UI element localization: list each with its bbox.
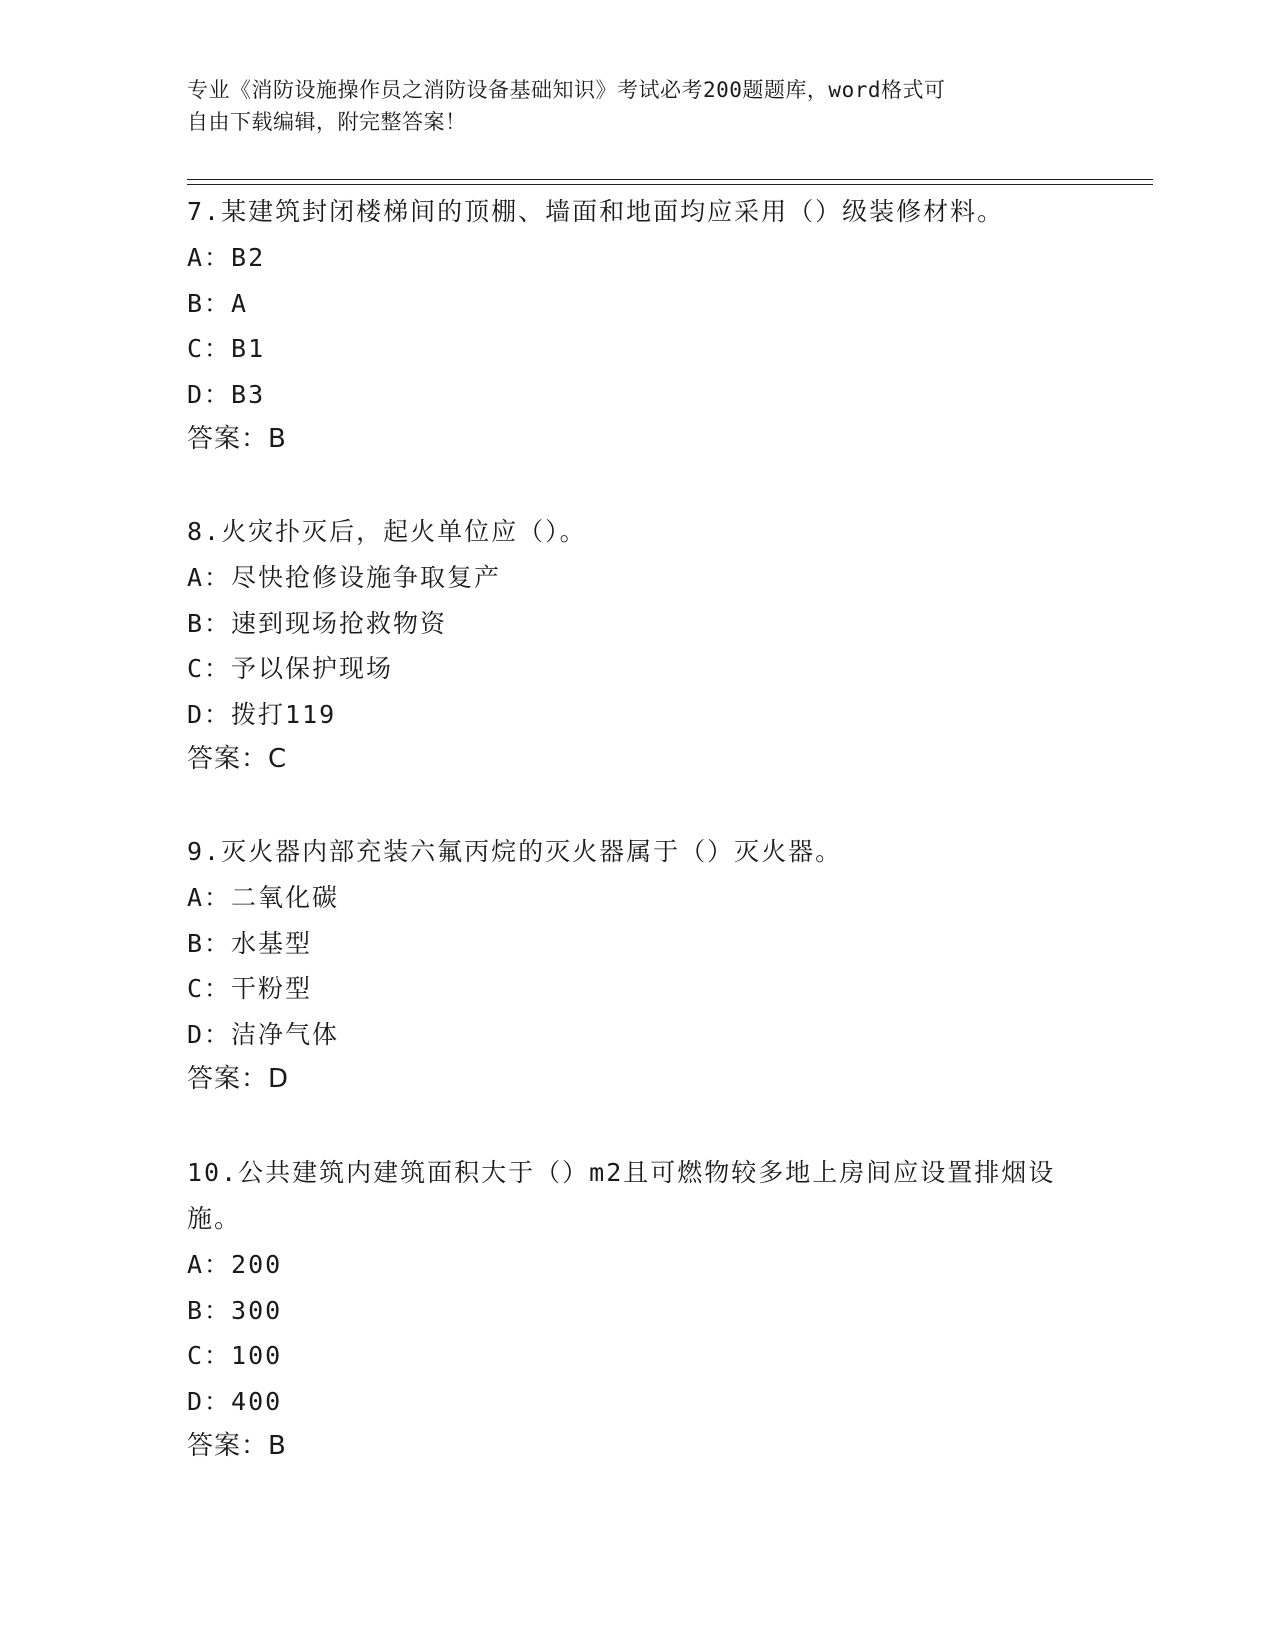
option-c: C：干粉型 (187, 974, 313, 1003)
option-a: A：二氧化碳 (187, 883, 340, 912)
option-c: C：B1 (187, 334, 266, 363)
header-divider-bottom (187, 184, 1153, 185)
intro-line-2: 自由下载编辑，附完整答案！ (187, 110, 467, 134)
answer-text: 答案：D (187, 1064, 290, 1094)
question-block (187, 509, 1087, 782)
option-a: A：尽快抢修设施争取复产 (187, 563, 502, 592)
option-b: B：A (187, 288, 249, 318)
option-b: B：速到现场抢救物资 (187, 608, 448, 638)
option-d: D：拨打119 (187, 699, 337, 729)
option-a: A：B2 (187, 243, 266, 272)
answer-text: 答案：B (187, 1431, 287, 1461)
option-a: A：200 (187, 1250, 283, 1279)
question-block (187, 189, 1087, 462)
question-stem: 8.火灾扑灭后，起火单位应（）。 (187, 517, 587, 546)
option-b: B：300 (187, 1295, 283, 1325)
option-b: B：水基型 (187, 928, 313, 958)
answer-text: 答案：B (187, 424, 287, 454)
option-d: D：B3 (187, 379, 266, 409)
option-c: C：予以保护现场 (187, 654, 394, 683)
option-d: D：400 (187, 1386, 283, 1416)
header-divider-top (187, 179, 1153, 180)
question-block (187, 1150, 1087, 1469)
document-intro (187, 74, 1087, 138)
intro-line-1: 专业《消防设施操作员之消防设备基础知识》考试必考200题题库，word格式可 (187, 78, 946, 102)
question-stem: 7.某建筑封闭楼梯间的顶棚、墙面和地面均应采用（）级装修材料。 (187, 197, 1005, 226)
question-stem: 10.公共建筑内建筑面积大于（）m2且可燃物较多地上房间应设置排烟设施。 (187, 1158, 1056, 1233)
answer-text: 答案：C (187, 744, 288, 774)
option-c: C：100 (187, 1341, 283, 1370)
question-block (187, 829, 1087, 1102)
question-stem: 9.灭火器内部充装六氟丙烷的灭火器属于（）灭火器。 (187, 837, 843, 866)
option-d: D：洁净气体 (187, 1019, 340, 1049)
